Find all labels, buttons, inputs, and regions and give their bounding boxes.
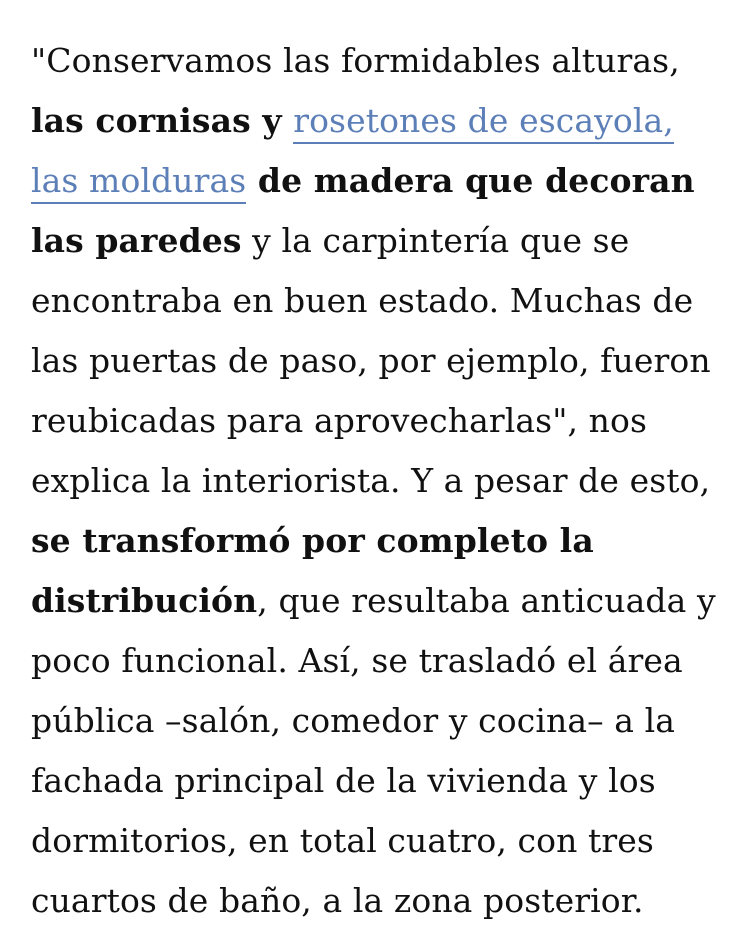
link-rosetones-molduras[interactable]: rosetones de escayola, las molduras xyxy=(31,101,674,204)
bold-phrase-cornisas: las cornisas y xyxy=(31,101,294,140)
bold-phrase-paredes: de madera que decoran las paredes xyxy=(31,161,695,260)
article-paragraph xyxy=(31,31,731,931)
body-text-carpinteria: y la carpintería que se encontraba en buen estado. Muchas de las puertas de paso, por ejemplo, fueron reubicadas para aprovecharlas", nos explica la interiorista. Y a pesar de esto, xyxy=(31,221,711,500)
quote-intro-text: "Conservamos las formidables alturas, xyxy=(31,41,680,80)
bold-phrase-distribucion: se transformó por completo la distribución xyxy=(31,521,594,620)
body-text-conclusion: , que resultaba anticuada y poco funcional. Así, se trasladó el área pública –salón, comedor y cocina– a la fachada principal de la vivienda y los dormitorios, en total cuatro, con tres cuartos de baño, a la zona posterior. xyxy=(31,581,716,920)
